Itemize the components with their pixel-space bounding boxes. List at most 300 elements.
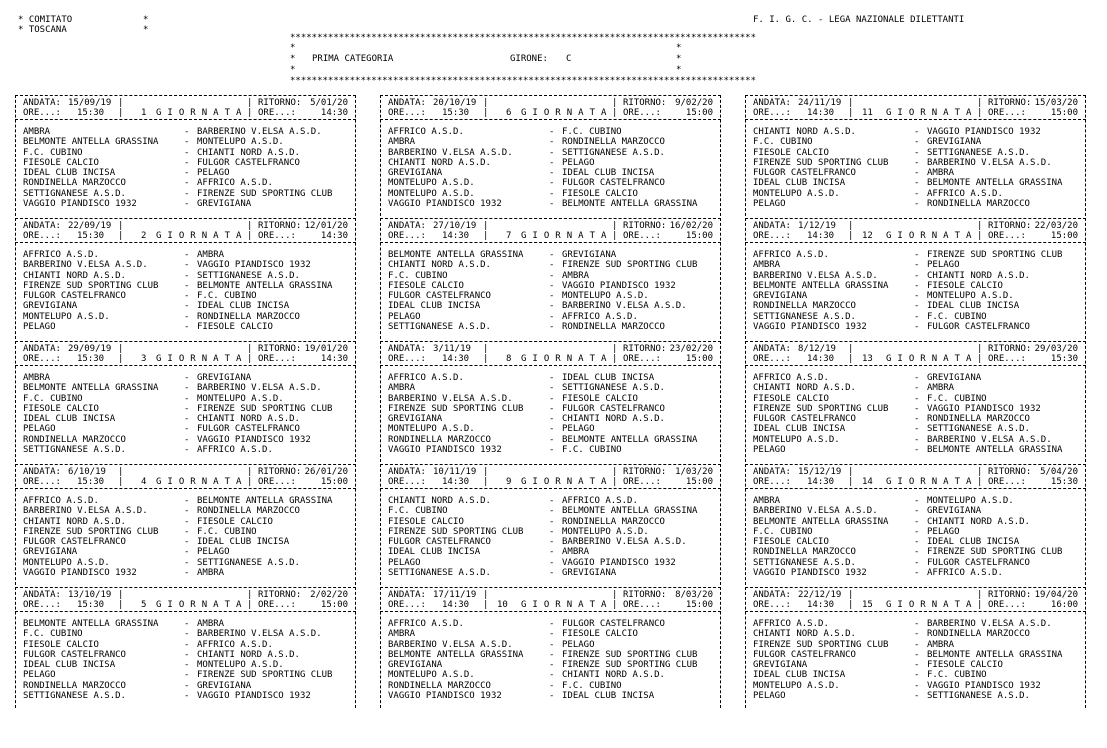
girone-value: C (566, 54, 572, 64)
divider: | (118, 108, 124, 118)
giornata-label: G I O R N A T A (156, 477, 242, 487)
away-team: IDEAL CLUB INCISA (562, 168, 655, 179)
away-team: AMBRA (562, 270, 590, 281)
home-team: RONDINELLA MARZOCCO (388, 680, 491, 691)
banner-border-top: ************************************************************************************** (290, 33, 756, 43)
divider: | (247, 467, 253, 477)
ore-label: ORE...: (388, 231, 426, 241)
match-list (15, 496, 356, 578)
home-team: F.C. CUBINO (23, 629, 83, 640)
divider: | (118, 221, 124, 231)
match-separator: - (549, 537, 555, 548)
match-separator: - (914, 660, 920, 671)
divider: | (483, 590, 489, 600)
match-separator: - (914, 188, 920, 199)
ritorno-label: RITORNO: (623, 467, 667, 477)
match-row (380, 527, 721, 537)
match-separator: - (184, 250, 190, 260)
match-list (380, 619, 721, 701)
match-row (15, 322, 356, 332)
home-team: SETTIGNANESE A.S.D. (23, 188, 126, 199)
away-team: BELMONTE ANTELLA GRASSINA (927, 649, 1063, 660)
round-block (380, 464, 721, 585)
andata-label: ANDATA: (23, 590, 61, 600)
andata-date: 15/12/19 (798, 467, 842, 477)
home-team: CHIANTI NORD A.S.D. (23, 516, 126, 527)
away-team: VAGGIO PIANDISCO 1932 (197, 260, 311, 271)
home-team: MONTELUPO A.S.D. (23, 311, 110, 322)
ore-andata: 14:30 (807, 231, 835, 241)
match-row (745, 322, 1086, 332)
match-row (380, 189, 721, 199)
divider: | (848, 231, 854, 241)
home-team: VAGGIO PIANDISCO 1932 (388, 691, 502, 702)
divider: | (977, 231, 983, 241)
match-row (745, 568, 1086, 578)
round-number: 15 (862, 600, 873, 610)
round-block (380, 341, 721, 462)
away-team: MONTELUPO A.S.D. (562, 291, 649, 302)
giornata-label: G I O R N A T A (886, 108, 972, 118)
divider: | (118, 354, 124, 364)
match-separator: - (549, 557, 555, 568)
divider: | (118, 477, 124, 487)
match-row (380, 496, 721, 506)
ore-ritorno: 15:00 (685, 108, 713, 118)
ritorno-date: 9/02/20 (675, 98, 713, 108)
round-block (745, 587, 1086, 708)
home-team: CHIANTI NORD A.S.D. (388, 157, 491, 168)
home-team: MONTELUPO A.S.D. (753, 434, 840, 445)
away-team: PELAGO (927, 526, 960, 537)
away-team: F.C. CUBINO (927, 670, 987, 681)
divider: | (118, 98, 124, 108)
away-team: AFFRICO A.S.D. (197, 445, 273, 456)
match-row (15, 137, 356, 147)
match-row (15, 537, 356, 547)
andata-date: 22/09/19 (68, 221, 112, 231)
match-separator: - (549, 127, 555, 137)
match-row (745, 137, 1086, 147)
home-team: FIESOLE CALCIO (753, 537, 829, 548)
match-row (745, 527, 1086, 537)
away-team: BARBERINO V.ELSA A.S.D. (927, 619, 1052, 629)
away-team: VAGGIO PIANDISCO 1932 (927, 680, 1041, 691)
divider (380, 611, 721, 612)
match-row (380, 158, 721, 168)
match-row (745, 424, 1086, 434)
match-separator: - (914, 670, 920, 681)
home-team: BELMONTE ANTELLA GRASSINA (388, 250, 524, 260)
divider (380, 341, 721, 342)
away-team: FIRENZE SUD SPORTING CLUB (927, 547, 1063, 558)
ritorno-date: 8/03/20 (675, 590, 713, 600)
away-team: FULGOR CASTELFRANCO (927, 557, 1030, 568)
away-team: FULGOR CASTELFRANCO (197, 157, 300, 168)
match-separator: - (549, 568, 555, 579)
match-row (15, 650, 356, 660)
ore-label: ORE...: (388, 477, 426, 487)
match-row (15, 404, 356, 414)
match-row (15, 260, 356, 270)
home-team: FULGOR CASTELFRANCO (23, 537, 126, 548)
round-number: 1 (141, 108, 147, 118)
home-team: CHIANTI NORD A.S.D. (388, 496, 491, 506)
ore-label: ORE...: (623, 477, 661, 487)
match-separator: - (549, 168, 555, 179)
andata-label: ANDATA: (23, 344, 61, 354)
home-team: FULGOR CASTELFRANCO (753, 649, 856, 660)
match-row (380, 301, 721, 311)
round-block (380, 587, 721, 708)
away-team: BELMONTE ANTELLA GRASSINA (562, 199, 698, 210)
match-separator: - (184, 660, 190, 671)
home-team: BARBERINO V.ELSA A.S.D. (23, 506, 148, 517)
match-separator: - (914, 691, 920, 702)
match-row (380, 414, 721, 424)
match-row (15, 670, 356, 680)
away-team: CHIANTI NORD A.S.D. (197, 414, 300, 425)
round-number: 11 (862, 108, 873, 118)
round-number: 3 (141, 354, 147, 364)
match-separator: - (914, 270, 920, 281)
match-separator: - (549, 516, 555, 527)
match-row (380, 537, 721, 547)
divider: | (977, 108, 983, 118)
match-separator: - (184, 445, 190, 456)
giornata-label: G I O R N A T A (886, 600, 972, 610)
away-team: MONTELUPO A.S.D. (197, 393, 284, 404)
match-list (380, 250, 721, 332)
away-team: VAGGIO PIANDISCO 1932 (562, 280, 676, 291)
match-list (380, 373, 721, 455)
ore-label: ORE...: (988, 231, 1026, 241)
divider (745, 587, 1086, 588)
match-row (15, 301, 356, 311)
home-team: AFFRICO A.S.D. (23, 250, 99, 260)
ore-label: ORE...: (258, 354, 296, 364)
home-team: AFFRICO A.S.D. (388, 373, 464, 383)
andata-date: 3/11/19 (433, 344, 471, 354)
match-separator: - (549, 280, 555, 291)
girone-label: GIRONE: (510, 54, 548, 64)
andata-label: ANDATA: (388, 590, 426, 600)
home-team: AMBRA (388, 629, 416, 640)
match-separator: - (549, 629, 555, 640)
match-row (15, 383, 356, 393)
ore-andata: 14:30 (442, 354, 470, 364)
category-title: PRIMA CATEGORIA (312, 54, 394, 64)
home-team: PELAGO (388, 557, 421, 568)
match-separator: - (914, 649, 920, 660)
match-separator: - (914, 157, 920, 168)
ore-andata: 14:30 (807, 600, 835, 610)
divider (15, 587, 356, 588)
match-row (745, 260, 1086, 270)
match-separator: - (914, 506, 920, 517)
home-team: FIRENZE SUD SPORTING CLUB (753, 157, 889, 168)
match-separator: - (184, 199, 190, 210)
match-row (380, 435, 721, 445)
match-row (745, 517, 1086, 527)
divider: | (483, 98, 489, 108)
away-team: IDEAL CLUB INCISA (197, 301, 290, 312)
match-separator: - (184, 649, 190, 660)
away-team: FULGOR CASTELFRANCO (562, 619, 665, 629)
ore-ritorno: 14:30 (320, 231, 348, 241)
ritorno-date: 23/02/20 (669, 344, 713, 354)
divider: | (612, 221, 618, 231)
match-separator: - (549, 147, 555, 158)
match-separator: - (914, 373, 920, 383)
andata-date: 22/12/19 (798, 590, 842, 600)
divider: | (118, 600, 124, 610)
match-row (380, 660, 721, 670)
match-separator: - (549, 403, 555, 414)
ore-label: ORE...: (388, 108, 426, 118)
away-team: RONDINELLA MARZOCCO (927, 199, 1030, 210)
home-team: F.C. CUBINO (23, 147, 83, 158)
match-row (745, 168, 1086, 178)
ore-andata: 15:30 (77, 354, 105, 364)
ritorno-date: 16/02/20 (669, 221, 713, 231)
divider (745, 341, 1086, 342)
home-team: GREVIGIANA (388, 168, 443, 179)
away-team: AMBRA (927, 639, 955, 650)
banner-star: * (676, 54, 682, 64)
ritorno-label: RITORNO: (623, 590, 667, 600)
match-row (380, 168, 721, 178)
match-separator: - (549, 547, 555, 558)
match-row (15, 547, 356, 557)
match-row (745, 537, 1086, 547)
match-row (380, 681, 721, 691)
match-row (15, 127, 356, 137)
header-left-1 (18, 15, 72, 25)
match-list (745, 496, 1086, 578)
ore-ritorno: 15:00 (685, 231, 713, 241)
round-block (15, 95, 356, 216)
match-row (15, 424, 356, 434)
andata-label: ANDATA: (388, 98, 426, 108)
away-team: BELMONTE ANTELLA GRASSINA (927, 445, 1063, 456)
away-team: RONDINELLA MARZOCCO (197, 311, 300, 322)
match-separator: - (549, 291, 555, 302)
away-team: F.C. CUBINO (197, 291, 257, 302)
away-team: FIESOLE CALCIO (562, 629, 638, 640)
home-team: PELAGO (753, 691, 786, 702)
match-separator: - (549, 691, 555, 702)
match-row (380, 629, 721, 639)
home-team: IDEAL CLUB INCISA (388, 301, 481, 312)
match-separator: - (549, 649, 555, 660)
match-row (380, 250, 721, 260)
away-team: BARBERINO V.ELSA A.S.D. (562, 301, 687, 312)
match-row (15, 414, 356, 424)
away-team: MONTELUPO A.S.D. (927, 496, 1014, 506)
away-team: AFFRICO A.S.D. (197, 178, 273, 189)
home-team: AMBRA (753, 260, 781, 271)
ore-label: ORE...: (988, 600, 1026, 610)
home-team: FIRENZE SUD SPORTING CLUB (753, 639, 889, 650)
match-row (15, 435, 356, 445)
match-row (15, 312, 356, 322)
ore-label: ORE...: (988, 477, 1026, 487)
match-separator: - (549, 322, 555, 333)
round-block (745, 464, 1086, 585)
match-row (745, 558, 1086, 568)
match-row (745, 199, 1086, 209)
match-separator: - (549, 260, 555, 271)
home-team: FIESOLE CALCIO (23, 157, 99, 168)
divider: | (118, 231, 124, 241)
divider: | (612, 344, 618, 354)
andata-label: ANDATA: (23, 98, 61, 108)
match-row (15, 189, 356, 199)
away-team: SETTIGNANESE A.S.D. (927, 424, 1030, 435)
divider: | (977, 477, 983, 487)
divider: | (612, 231, 618, 241)
divider (380, 464, 721, 465)
match-row (380, 178, 721, 188)
match-list (745, 127, 1086, 209)
home-team: FULGOR CASTELFRANCO (23, 291, 126, 302)
home-team: SETTIGNANESE A.S.D. (753, 311, 856, 322)
away-team: FIESOLE CALCIO (562, 188, 638, 199)
match-row (15, 373, 356, 383)
round-number: 13 (862, 354, 873, 364)
match-separator: - (184, 619, 190, 629)
away-team: AMBRA (197, 250, 225, 260)
match-separator: - (549, 199, 555, 210)
match-separator: - (184, 526, 190, 537)
giornata-label: G I O R N A T A (521, 231, 607, 241)
home-team: RONDINELLA MARZOCCO (23, 434, 126, 445)
header-left-star-1: * (143, 15, 149, 25)
match-list (745, 619, 1086, 701)
divider (380, 488, 721, 489)
away-team: AMBRA (197, 568, 225, 579)
round-number: 14 (862, 477, 873, 487)
match-separator: - (914, 393, 920, 404)
match-row (15, 558, 356, 568)
away-team: BARBERINO V.ELSA A.S.D. (562, 537, 687, 548)
home-team: FIRENZE SUD SPORTING CLUB (388, 526, 524, 537)
home-team: IDEAL CLUB INCISA (753, 424, 846, 435)
ore-label: ORE...: (23, 477, 61, 487)
match-row (15, 158, 356, 168)
home-team: FIESOLE CALCIO (753, 147, 829, 158)
away-team: F.C. CUBINO (562, 445, 622, 456)
match-row (380, 517, 721, 527)
away-team: BELMONTE ANTELLA GRASSINA (197, 496, 333, 506)
match-separator: - (184, 680, 190, 691)
ritorno-label: RITORNO: (988, 221, 1032, 231)
away-team: BARBERINO V.ELSA A.S.D. (197, 629, 322, 640)
match-list (15, 373, 356, 455)
match-separator: - (914, 403, 920, 414)
away-team: F.C. CUBINO (927, 311, 987, 322)
home-team: VAGGIO PIANDISCO 1932 (753, 322, 867, 333)
match-separator: - (184, 424, 190, 435)
match-row (380, 670, 721, 680)
home-team: CHIANTI NORD A.S.D. (753, 629, 856, 640)
giornata-label: G I O R N A T A (886, 477, 972, 487)
match-separator: - (549, 383, 555, 394)
match-separator: - (914, 322, 920, 333)
match-row (380, 271, 721, 281)
divider: | (612, 98, 618, 108)
andata-date: 24/11/19 (798, 98, 842, 108)
away-team: MONTELUPO A.S.D. (197, 660, 284, 671)
match-separator: - (549, 250, 555, 260)
divider: | (848, 600, 854, 610)
ore-label: ORE...: (753, 354, 791, 364)
match-separator: - (549, 373, 555, 383)
home-team: VAGGIO PIANDISCO 1932 (388, 199, 502, 210)
home-team: MONTELUPO A.S.D. (388, 188, 475, 199)
giornata-label: G I O R N A T A (886, 354, 972, 364)
away-team: RONDINELLA MARZOCCO (927, 414, 1030, 425)
ritorno-date: 2/02/20 (310, 590, 348, 600)
match-separator: - (184, 629, 190, 640)
home-team: GREVIGIANA (23, 547, 78, 558)
away-team: CHIANTI NORD A.S.D. (562, 670, 665, 681)
home-team: IDEAL CLUB INCISA (753, 178, 846, 189)
ore-ritorno: 15:00 (320, 477, 348, 487)
home-team: PELAGO (23, 424, 56, 435)
divider (15, 365, 356, 366)
divider (745, 95, 1086, 96)
home-team: AMBRA (753, 496, 781, 506)
away-team: F.C. CUBINO (197, 526, 257, 537)
match-row (745, 148, 1086, 158)
divider: | (247, 600, 253, 610)
divider (380, 119, 721, 120)
home-team: CHIANTI NORD A.S.D. (388, 260, 491, 271)
ore-andata: 14:30 (807, 477, 835, 487)
home-team: AFFRICO A.S.D. (753, 250, 829, 260)
ritorno-date: 19/04/20 (1034, 590, 1078, 600)
divider: | (977, 344, 983, 354)
match-row (745, 271, 1086, 281)
divider (745, 242, 1086, 243)
giornata-label: G I O R N A T A (156, 600, 242, 610)
match-separator: - (184, 403, 190, 414)
andata-label: ANDATA: (753, 590, 791, 600)
match-row (745, 281, 1086, 291)
match-separator: - (914, 639, 920, 650)
banner-star: * (290, 65, 296, 75)
home-team: AMBRA (23, 373, 51, 383)
ritorno-label: RITORNO: (623, 344, 667, 354)
divider: | (977, 221, 983, 231)
home-team: FULGOR CASTELFRANCO (753, 168, 856, 179)
match-separator: - (184, 322, 190, 333)
home-team: FIESOLE CALCIO (23, 403, 99, 414)
match-separator: - (914, 496, 920, 506)
home-team: BELMONTE ANTELLA GRASSINA (23, 137, 159, 148)
home-team: MONTELUPO A.S.D. (388, 424, 475, 435)
andata-date: 13/10/19 (68, 590, 112, 600)
away-team: BARBERINO V.ELSA A.S.D. (197, 383, 322, 394)
home-team: IDEAL CLUB INCISA (388, 547, 481, 558)
home-team: MONTELUPO A.S.D. (753, 188, 840, 199)
home-team: IDEAL CLUB INCISA (23, 168, 116, 179)
andata-date: 17/11/19 (433, 590, 477, 600)
away-team: CHIANTI NORD A.S.D. (197, 649, 300, 660)
away-team: IDEAL CLUB INCISA (197, 537, 290, 548)
